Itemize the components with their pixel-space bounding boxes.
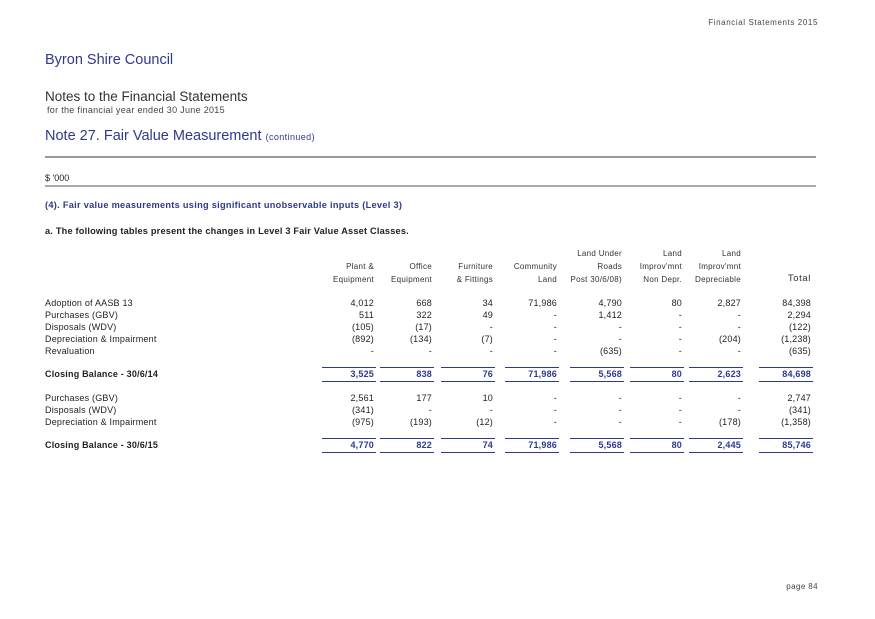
table-cell: 2,747 xyxy=(787,393,811,403)
table-cell: 71,986 xyxy=(528,369,557,379)
column-header: Equipment xyxy=(391,275,432,284)
table-cell: 80 xyxy=(671,440,682,450)
note-continued: (continued) xyxy=(265,132,315,142)
closing-balance-label: Closing Balance - 30/6/15 xyxy=(45,440,159,450)
table-cell: 80 xyxy=(671,298,682,308)
table-cell: 71,986 xyxy=(528,440,557,450)
note-title: Note 27. Fair Value Measurement xyxy=(45,128,262,144)
column-header: Land xyxy=(538,275,557,284)
total-rule xyxy=(689,367,743,368)
closing-balance-label: Closing Balance - 30/6/14 xyxy=(45,369,159,379)
table-cell: - xyxy=(618,322,622,332)
table-cell: - xyxy=(553,417,557,427)
table-cell: (122) xyxy=(788,322,811,332)
table-cell: 85,746 xyxy=(782,440,811,450)
total-rule xyxy=(689,438,743,439)
table-cell: - xyxy=(737,405,741,415)
table-cell: (1,358) xyxy=(781,417,811,427)
table-cell: - xyxy=(553,322,557,332)
total-rule xyxy=(759,438,813,439)
table-cell: (635) xyxy=(599,346,622,356)
table-cell: 2,445 xyxy=(717,440,741,450)
table-cell: (193) xyxy=(409,417,432,427)
total-rule xyxy=(759,381,813,382)
column-header: Plant & xyxy=(346,262,374,271)
table-cell: 4,012 xyxy=(350,298,374,308)
table-cell: - xyxy=(553,405,557,415)
table-cell: 2,827 xyxy=(717,298,741,308)
row-label: Disposals (WDV) xyxy=(45,405,117,415)
table-cell: 5,568 xyxy=(598,369,622,379)
document-header: Financial Statements 2015 xyxy=(708,18,818,27)
column-header: Equipment xyxy=(333,275,374,284)
table-cell: - xyxy=(489,346,493,356)
column-header: Community xyxy=(513,262,557,271)
total-rule xyxy=(689,452,743,453)
total-rule xyxy=(505,381,559,382)
table-cell: (892) xyxy=(351,334,374,344)
total-rule xyxy=(570,452,624,453)
table-cell: 4,770 xyxy=(350,440,374,450)
section-heading: (4). Fair value measurements using significant unobservable inputs (Level 3) xyxy=(45,200,403,210)
table-cell: - xyxy=(678,334,682,344)
table-cell: 1,412 xyxy=(598,310,622,320)
total-rule xyxy=(441,438,495,439)
total-rule xyxy=(630,452,684,453)
column-header: Land Under xyxy=(577,249,622,258)
table-cell: 76 xyxy=(482,369,493,379)
table-cell: (105) xyxy=(351,322,374,332)
table-cell: (1,238) xyxy=(781,334,811,344)
total-rule xyxy=(322,367,376,368)
total-rule xyxy=(505,367,559,368)
table-cell: 322 xyxy=(416,310,432,320)
column-header: Furniture xyxy=(458,262,493,271)
total-rule xyxy=(630,381,684,382)
column-header: Office xyxy=(409,262,432,271)
table-cell: 10 xyxy=(482,393,493,403)
table-cell: - xyxy=(428,405,432,415)
table-cell: 80 xyxy=(671,369,682,379)
table-cell: 34 xyxy=(482,298,493,308)
table-cell: (975) xyxy=(351,417,374,427)
total-rule xyxy=(630,367,684,368)
row-label: Depreciation & Impairment xyxy=(45,334,157,344)
table-cell: - xyxy=(737,310,741,320)
table-cell: - xyxy=(678,310,682,320)
total-rule xyxy=(505,452,559,453)
table-cell: 2,561 xyxy=(350,393,374,403)
table-cell: - xyxy=(737,346,741,356)
total-rule xyxy=(322,381,376,382)
column-header: Land xyxy=(722,249,741,258)
table-cell: 84,398 xyxy=(782,298,811,308)
table-cell: 2,294 xyxy=(787,310,811,320)
column-header: Land xyxy=(663,249,682,258)
table-cell: 511 xyxy=(359,310,374,320)
total-rule xyxy=(380,452,434,453)
divider xyxy=(45,156,816,158)
column-header: Roads xyxy=(597,262,622,271)
table-cell: (341) xyxy=(351,405,374,415)
total-rule xyxy=(570,367,624,368)
table-cell: (134) xyxy=(409,334,432,344)
table-cell: (178) xyxy=(718,417,741,427)
table-cell: - xyxy=(553,334,557,344)
row-label: Revaluation xyxy=(45,346,95,356)
table-cell: (204) xyxy=(718,334,741,344)
table-cell: - xyxy=(678,393,682,403)
table-cell: 822 xyxy=(416,440,432,450)
total-rule xyxy=(441,367,495,368)
table-cell: (12) xyxy=(476,417,493,427)
total-rule xyxy=(380,381,434,382)
total-rule xyxy=(441,381,495,382)
table-cell: - xyxy=(737,393,741,403)
column-header: Non Depr. xyxy=(643,275,682,284)
total-rule xyxy=(689,381,743,382)
column-header: Total xyxy=(787,273,811,284)
note-heading xyxy=(45,128,315,144)
table-cell: 668 xyxy=(416,298,432,308)
table-cell: 177 xyxy=(416,393,432,403)
table-cell: - xyxy=(489,405,493,415)
row-label: Adoption of AASB 13 xyxy=(45,298,133,308)
total-rule xyxy=(441,452,495,453)
table-cell: - xyxy=(737,322,741,332)
column-header: Post 30/6/08) xyxy=(570,275,622,284)
table-cell: 838 xyxy=(416,369,432,379)
table-cell: - xyxy=(618,417,622,427)
table-intro: a. The following tables present the changes in Level 3 Fair Value Asset Classes. xyxy=(45,226,409,236)
total-rule xyxy=(380,367,434,368)
total-rule xyxy=(630,438,684,439)
table-cell: - xyxy=(678,405,682,415)
notes-subtitle: for the financial year ended 30 June 2015 xyxy=(47,105,225,115)
table-cell: - xyxy=(428,346,432,356)
table-cell: (341) xyxy=(788,405,811,415)
total-rule xyxy=(380,438,434,439)
units-label: $ '000 xyxy=(45,173,70,183)
page-number: page 84 xyxy=(786,582,818,591)
council-name: Byron Shire Council xyxy=(45,52,174,68)
table-cell: (17) xyxy=(415,322,432,332)
table-cell: - xyxy=(370,346,374,356)
table-cell: (635) xyxy=(788,346,811,356)
total-rule xyxy=(505,438,559,439)
table-cell: 84,698 xyxy=(782,369,811,379)
table-cell: - xyxy=(678,417,682,427)
column-header: Improv'mnt xyxy=(698,262,741,271)
table-cell: 49 xyxy=(482,310,493,320)
table-cell: 71,986 xyxy=(528,298,557,308)
table-cell: - xyxy=(678,346,682,356)
table-cell: - xyxy=(618,405,622,415)
total-rule xyxy=(570,438,624,439)
total-rule xyxy=(570,381,624,382)
row-label: Disposals (WDV) xyxy=(45,322,117,332)
column-header: & Fittings xyxy=(456,275,493,284)
table-cell: 4,790 xyxy=(598,298,622,308)
row-label: Purchases (GBV) xyxy=(45,310,119,320)
notes-title: Notes to the Financial Statements xyxy=(45,89,248,104)
table-cell: - xyxy=(553,346,557,356)
table-cell: - xyxy=(618,393,622,403)
table-cell: 2,623 xyxy=(717,369,741,379)
table-cell: 74 xyxy=(482,440,493,450)
column-header: Depreciable xyxy=(695,275,741,284)
column-header: Improv'mnt xyxy=(639,262,682,271)
table-cell: 3,525 xyxy=(350,369,374,379)
total-rule xyxy=(759,452,813,453)
table-cell: (7) xyxy=(481,334,493,344)
table-cell: - xyxy=(553,310,557,320)
table-cell: 5,568 xyxy=(598,440,622,450)
total-rule xyxy=(322,438,376,439)
table-cell: - xyxy=(553,393,557,403)
table-cell: - xyxy=(489,322,493,332)
total-rule xyxy=(322,452,376,453)
table-cell: - xyxy=(678,322,682,332)
row-label: Purchases (GBV) xyxy=(45,393,119,403)
total-rule xyxy=(759,367,813,368)
row-label: Depreciation & Impairment xyxy=(45,417,157,427)
table-cell: - xyxy=(618,334,622,344)
divider xyxy=(45,185,816,187)
